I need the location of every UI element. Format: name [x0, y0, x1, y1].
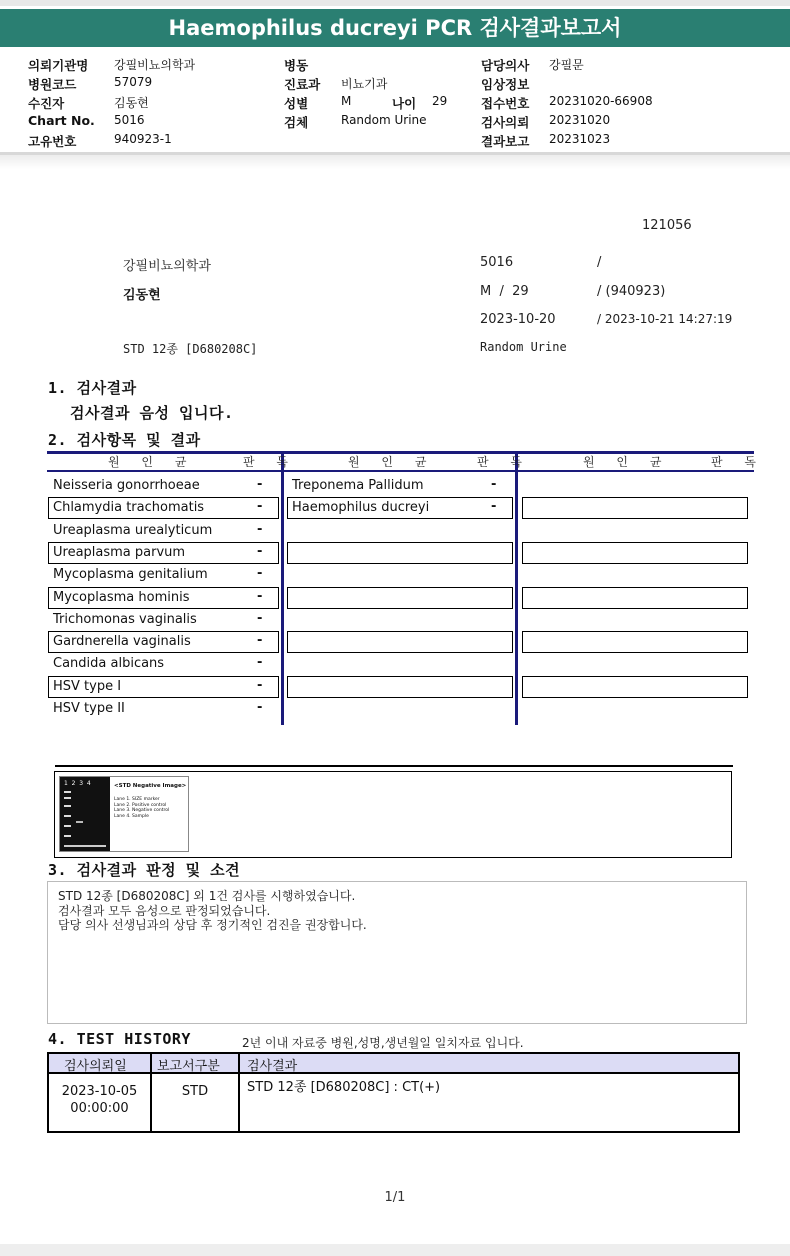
- label-age: 나이: [392, 96, 417, 111]
- th-organism-1: 원 인 균: [108, 455, 196, 469]
- value-age: 29: [432, 94, 448, 108]
- organism-name: Mycoplasma hominis: [53, 589, 190, 605]
- organism-result: -: [257, 633, 263, 649]
- history-header-result: 검사결과: [247, 1059, 298, 1074]
- info-date-reported: / 2023-10-21 14:27:19: [597, 312, 733, 326]
- value-hospital-code: 57079: [114, 75, 153, 89]
- value-specimen: Random Urine: [341, 113, 427, 127]
- empty-row-box: [522, 497, 748, 519]
- value-unique-id: 940923-1: [114, 132, 172, 146]
- empty-row-box: [287, 631, 513, 653]
- header-row: [28, 75, 278, 94]
- organism-result: -: [257, 655, 263, 671]
- organism-result: -: [491, 477, 497, 492]
- history-row-result: STD 12종 [D680208C] : CT(+): [247, 1080, 441, 1095]
- empty-row-box: [522, 676, 748, 698]
- history-col-divider: [238, 1054, 240, 1131]
- history-note: 2년 이내 자료중 병원,성명,생년월일 일치자료 입니다.: [242, 1036, 524, 1050]
- organism-result: -: [491, 499, 497, 515]
- label-clinical-info: 임상정보: [481, 77, 530, 92]
- header-col1: [28, 56, 278, 151]
- organism-result: -: [257, 477, 263, 492]
- th-organism-2: 원 인 균: [348, 455, 436, 469]
- info-slash: /: [597, 255, 602, 270]
- empty-row-box: [287, 676, 513, 698]
- empty-row-box: [287, 542, 513, 564]
- gel-image: [59, 776, 189, 852]
- gel-lane-numbers: 1 2 3 4: [64, 780, 91, 787]
- value-doctor: 강필문: [549, 58, 584, 72]
- gel-legend-item: Lane 2. Positive control: [114, 802, 167, 808]
- info-sex-age: M / 29: [480, 284, 529, 299]
- info-date-requested: 2023-10-20: [480, 312, 556, 327]
- info-test-name: STD 12종 [D680208C]: [123, 342, 258, 356]
- gel-legend-item: Lane 1. SIZE marker: [114, 797, 160, 802]
- header-col2: [284, 56, 474, 132]
- header-row: [28, 113, 278, 132]
- value-request-date: 20231020: [549, 113, 611, 127]
- label-report-date: 결과보고: [481, 134, 530, 149]
- comment-line: 검사결과 모두 음성으로 판정되었습니다.: [58, 903, 271, 918]
- value-sex: M: [341, 94, 352, 108]
- organism-name: Ureaplasma parvum: [53, 544, 186, 560]
- history-row-type: STD: [181, 1084, 209, 1099]
- page-number: 1/1: [384, 1190, 406, 1205]
- header-row: [28, 132, 278, 151]
- th-organism-3: 원 인 균: [583, 455, 671, 469]
- report-title: Haemophilus ducreyi PCR 검사결과보고서: [0, 9, 790, 47]
- header-row: [28, 94, 278, 113]
- section-3-title: 3. 검사결과 판정 및 소견: [48, 861, 241, 879]
- comment-box: [47, 881, 747, 1024]
- header-row: [28, 56, 278, 75]
- history-header-row: [49, 1054, 738, 1074]
- organism-result: -: [257, 543, 263, 559]
- top-strip: [0, 0, 790, 6]
- organism-result: -: [257, 677, 263, 693]
- info-specimen: Random Urine: [480, 340, 567, 354]
- gel-top-rule: [55, 765, 733, 767]
- report-code: 121056: [642, 218, 692, 233]
- organism-name: Ureaplasma urealyticum: [53, 522, 213, 538]
- empty-row-box: [522, 542, 748, 564]
- value-hospital: 강필비뇨의학과: [114, 58, 196, 72]
- label-hospital-code: 병원코드: [28, 77, 77, 92]
- organism-result: -: [257, 521, 263, 537]
- history-header-type: 보고서구분: [157, 1059, 220, 1074]
- label-unique-id: 고유번호: [28, 134, 77, 149]
- history-date: 2023-10-05: [61, 1084, 138, 1099]
- info-birth: / (940923): [597, 284, 666, 299]
- label-request-date: 검사의뢰: [481, 115, 530, 130]
- label-ward: 병동: [284, 58, 309, 73]
- organism-name: Haemophilus ducreyi: [292, 500, 430, 516]
- organism-name: Treponema Pallidum: [292, 478, 424, 493]
- organism-result: -: [257, 499, 263, 515]
- organism-name: Gardnerella vaginalis: [53, 634, 191, 650]
- organism-name: Neisseria gonorrhoeae: [53, 478, 200, 493]
- history-row-date: [49, 1083, 150, 1117]
- label-department: 진료과: [284, 77, 321, 92]
- gel-legend: [114, 797, 169, 819]
- table-header-border: [47, 470, 754, 472]
- section-1-title: 1. 검사결과: [48, 379, 137, 397]
- organism-name: Candida albicans: [53, 656, 165, 672]
- label-specimen: 검체: [284, 115, 309, 130]
- gel-title: <STD Negative Image>: [114, 783, 187, 789]
- empty-row-box: [522, 587, 748, 609]
- table-divider-1: [281, 451, 284, 725]
- organism-name: Mycoplasma genitalium: [53, 567, 208, 583]
- organism-result: -: [257, 588, 263, 604]
- th-reading-1: 판 독: [243, 455, 297, 469]
- th-reading-2: 판 독: [477, 455, 531, 469]
- label-receipt-no: 접수번호: [481, 96, 530, 111]
- table-divider-2: [515, 451, 518, 725]
- organism-result: -: [257, 610, 263, 626]
- organism-result: -: [257, 566, 263, 582]
- gel-legend-item: Lane 4. Sample: [114, 813, 149, 819]
- section-2-title: 2. 검사항목 및 결과: [48, 431, 201, 449]
- value-department: 비뇨기과: [341, 77, 388, 91]
- section-1-result: 검사결과 음성 입니다.: [70, 404, 234, 422]
- value-chart-no: 5016: [114, 113, 145, 127]
- history-time: 00:00:00: [70, 1101, 129, 1116]
- empty-row-box: [522, 631, 748, 653]
- organism-name: Chlamydia trachomatis: [53, 500, 205, 516]
- section-4-title: 4. TEST HISTORY: [48, 1030, 191, 1048]
- header-shadow: [0, 155, 790, 169]
- info-hospital: 강필비뇨의학과: [123, 259, 211, 274]
- value-report-date: 20231023: [549, 132, 611, 146]
- organism-name: HSV type II: [53, 701, 125, 716]
- label-doctor: 담당의사: [481, 58, 530, 73]
- organism-name: Trichomonas vaginalis: [53, 611, 197, 627]
- label-chart-no: Chart No.: [28, 113, 95, 128]
- history-header-date: 검사의뢰일: [64, 1059, 127, 1074]
- organism-result: -: [257, 700, 263, 715]
- value-receipt-no: 20231020-66908: [549, 94, 653, 108]
- label-hospital: 의뢰기관명: [28, 58, 89, 73]
- gel-lanes-image: [60, 777, 110, 851]
- th-reading-3: 판 독: [711, 455, 765, 469]
- comment-line: 담당 의사 선생님과의 상담 후 정기적인 검진을 권장합니다.: [58, 918, 367, 932]
- empty-row-box: [287, 587, 513, 609]
- info-patient-name: 김동현: [123, 288, 161, 303]
- comment-line: STD 12종 [D680208C] 외 1건 검사를 시행하였습니다.: [58, 889, 356, 903]
- label-patient: 수진자: [28, 96, 65, 111]
- organism-name: HSV type I: [53, 678, 122, 694]
- history-table: [47, 1052, 740, 1133]
- gel-legend-item: Lane 3. Negative control: [114, 808, 170, 813]
- info-chart: 5016: [480, 255, 514, 270]
- value-patient: 김동현: [114, 96, 149, 110]
- header-col3: [481, 56, 731, 151]
- footer-strip: [0, 1244, 790, 1256]
- label-sex: 성별: [284, 96, 309, 111]
